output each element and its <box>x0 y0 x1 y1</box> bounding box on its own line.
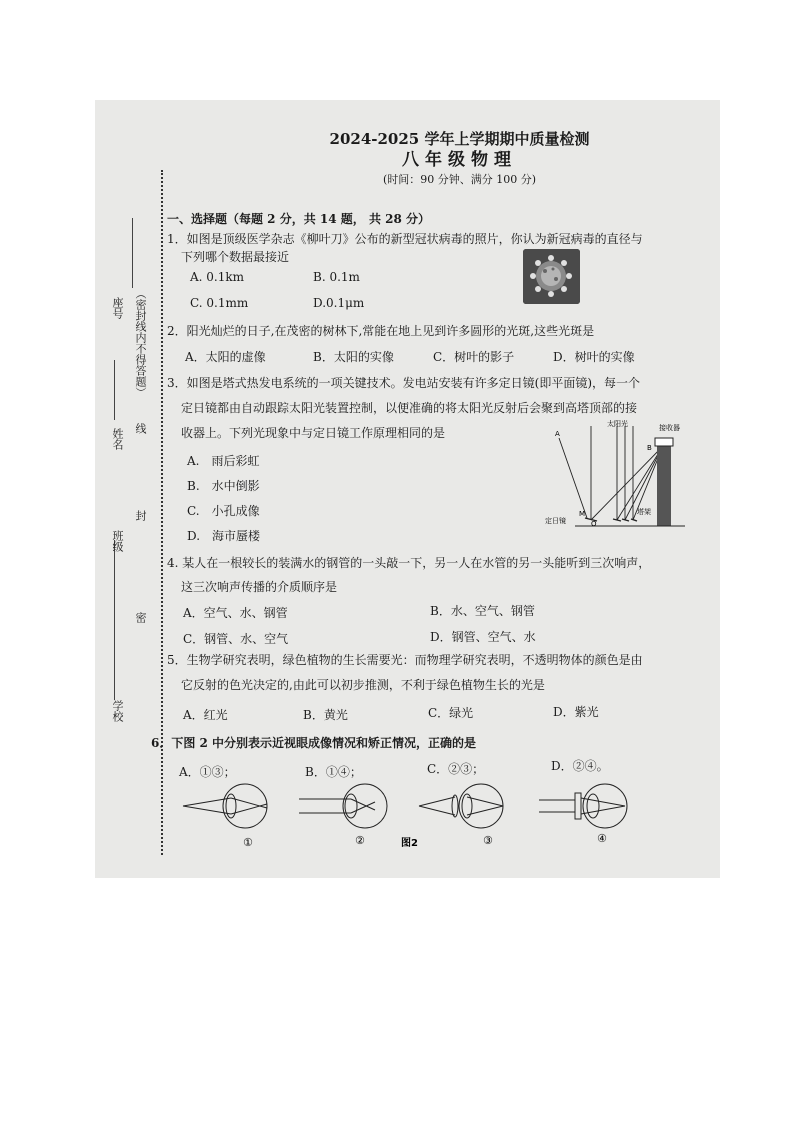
fig-label-b: B <box>647 444 652 452</box>
q3-option-d[interactable]: D. 海市蜃楼 <box>187 529 261 543</box>
fig-label-o: O <box>591 520 597 528</box>
seat-label: 座号 <box>111 297 124 319</box>
q3-option-b[interactable]: B. 水中倒影 <box>187 479 260 493</box>
virus-photo <box>523 249 580 304</box>
diagram-4-label: ④ <box>597 832 607 845</box>
q1-option-d[interactable]: D.0.1μm <box>313 296 365 310</box>
q4-option-c[interactable]: C．钢管、水、空气 <box>183 632 289 646</box>
school-label: 学校 <box>111 700 124 722</box>
seat-underline <box>132 218 133 288</box>
diagram-2-label: ② <box>355 834 365 847</box>
q1-option-a[interactable]: A. 0.1km <box>190 270 245 284</box>
name-underline <box>114 360 115 420</box>
q2-option-a[interactable]: A．太阳的虚像 <box>185 350 266 364</box>
exam-content <box>167 130 712 187</box>
q1-line2: 下列哪个数据最接近 <box>181 250 290 264</box>
exam-subtitle: 八年级物理 <box>402 150 517 170</box>
dotted-seal-line <box>161 170 163 855</box>
fig-label-tower: 塔架 <box>637 508 651 516</box>
q3-line2: 定日镜都由自动跟踪太阳光装置控制，以便准确的将太阳光反射后会聚到高塔顶部的接 <box>181 401 638 415</box>
secret-char: 密 <box>134 612 147 623</box>
q6-option-d[interactable]: D．②④。 <box>551 759 609 773</box>
name-label: 姓名 <box>111 428 124 450</box>
q3-option-c[interactable]: C. 小孔成像 <box>187 504 260 518</box>
q5-line2: 它反射的色光决定的,由此可以初步推测，不利于绿色植物生长的光是 <box>181 678 545 692</box>
q5-option-d[interactable]: D．紫光 <box>553 705 599 719</box>
school-underline <box>114 620 115 700</box>
heliostat-figure <box>545 418 695 530</box>
fig-label-m: M <box>579 510 586 518</box>
section-heading: 一、选择题（每题 2 分，共 14 题， 共 28 分） <box>167 212 430 226</box>
line-char: 线 <box>134 423 147 434</box>
q6-option-b[interactable]: B．①④； <box>305 765 362 779</box>
q1-line1: 1．如图是顶级医学杂志《柳叶刀》公布的新型冠状病毒的照片，你认为新冠病毒的直径与 <box>167 232 643 246</box>
q4-line2: 这三次响声传播的介质顺序是 <box>181 580 338 594</box>
fig-label-receiver: 接收器 <box>659 424 680 432</box>
fig-label-sunlight: 太阳光 <box>607 420 628 428</box>
q4-option-d[interactable]: D．钢管、空气、水 <box>430 630 536 644</box>
figure-2-label: 图2 <box>401 838 418 849</box>
fig-label-a: A <box>555 430 560 438</box>
class-label: 班级 <box>111 530 124 552</box>
q6-option-a[interactable]: A．①③； <box>179 765 236 779</box>
q1-option-b[interactable]: B. 0.1m <box>313 270 360 284</box>
exam-title: 2024-2025 学年上学期期中质量检测 <box>329 130 590 148</box>
q5-option-a[interactable]: A．红光 <box>183 708 228 722</box>
q3-option-a[interactable]: A. 雨后彩虹 <box>187 454 260 468</box>
diagram-1-label: ① <box>243 836 253 849</box>
seal-note: （密封线内不得答题） <box>134 288 147 398</box>
seal-char: 封 <box>134 510 147 521</box>
q4-option-a[interactable]: A．空气、水、钢管 <box>183 606 288 620</box>
q3-line3: 收器上。下列光现象中与定日镜工作原理相同的是 <box>181 426 446 440</box>
q2-line1: 2．阳光灿烂的日子,在茂密的树林下,常能在地上见到许多圆形的光斑,这些光斑是 <box>167 324 595 338</box>
q2-option-c[interactable]: C．树叶的影子 <box>433 350 515 364</box>
q1-option-c[interactable]: C. 0.1mm <box>190 296 249 310</box>
q3-line1: 3．如图是塔式热发电系统的一项关键技术。发电站安装有许多定日镜(即平面镜)，每一个 <box>167 376 641 390</box>
fig-label-mirror: 定日镜 <box>545 517 566 525</box>
exam-paper-photo <box>95 100 720 878</box>
q2-option-d[interactable]: D．树叶的实像 <box>553 350 635 364</box>
q5-option-b[interactable]: B．黄光 <box>303 708 348 722</box>
q4-option-b[interactable]: B．水、空气、钢管 <box>430 604 535 618</box>
diagram-3-label: ③ <box>483 834 493 847</box>
q5-option-c[interactable]: C．绿光 <box>428 706 474 720</box>
class-underline <box>114 540 115 630</box>
q5-line1: 5．生物学研究表明，绿色植物的生长需要光：而物理学研究表明，不透明物体的颜色是由 <box>167 653 643 667</box>
time-info: (时间：90 分钟、满分 100 分) <box>382 173 537 187</box>
eye-diagrams <box>175 780 645 852</box>
q6-line1: 6．下图 2 中分别表示近视眼成像情况和矫正情况，正确的是 <box>151 736 477 750</box>
binding-strip <box>95 100 165 878</box>
q6-option-c[interactable]: C．②③； <box>427 762 485 776</box>
q2-option-b[interactable]: B．太阳的实像 <box>313 350 394 364</box>
q4-line1: 4. 某人在一根较长的装满水的钢管的一头敲一下，另一人在水管的另一头能听到三次响声， <box>167 556 651 570</box>
